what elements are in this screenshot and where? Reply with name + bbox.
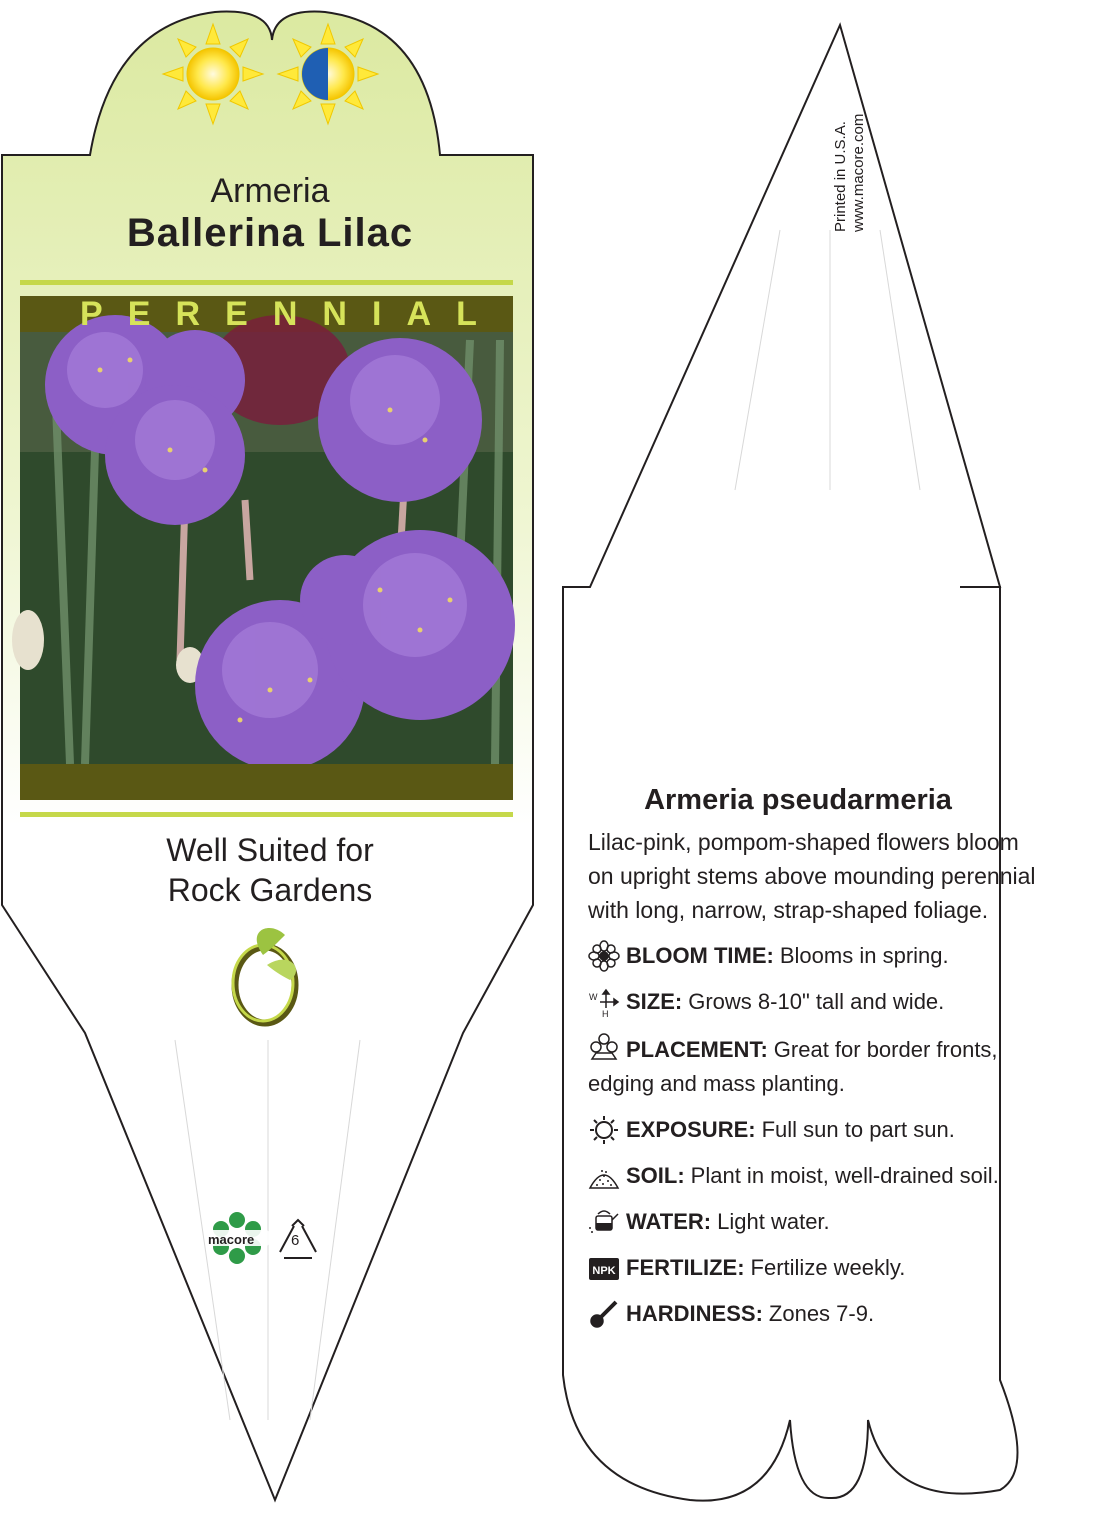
brand-name: macore [208, 1232, 255, 1247]
plant-cultivar: Ballerina Lilac [126, 211, 414, 255]
attr-placement [588, 1031, 1048, 1101]
category-letter: I [372, 294, 382, 333]
feature-line: Well Suited for [166, 832, 374, 868]
attr-size [588, 985, 1048, 1019]
plant-genus: Armeria [210, 172, 330, 210]
svg-text:NPK: NPK [592, 1265, 616, 1277]
plant-category [20, 296, 515, 332]
full-sun-icon [163, 24, 263, 124]
attr-soil [588, 1159, 1048, 1193]
attr-label: WATER: [626, 1209, 712, 1234]
attr-value: Grows 8-10" tall and wide. [688, 989, 945, 1014]
attr-label: SIZE: [626, 989, 683, 1014]
attr-label: FERTILIZE: [626, 1255, 745, 1280]
attr-value: Great for border fronts, edging and mass planting. [588, 1037, 998, 1096]
category-letter: E [225, 294, 248, 333]
attr-value: Zones 7-9. [768, 1301, 875, 1326]
printed-in: Printed in U.S.A. [832, 121, 849, 232]
attr-label: BLOOM TIME: [626, 943, 774, 968]
recycle-code: 6 [291, 1232, 300, 1249]
attr-value: Plant in moist, well-drained soil. [690, 1163, 999, 1188]
attr-bloom-time [588, 939, 1048, 973]
feature-line: Rock Gardens [167, 872, 373, 908]
thermometer-icon [588, 1298, 620, 1330]
feature-text [20, 830, 520, 910]
plant-description: Lilac-pink, pompom-shaped flowers bloom on upright stems above mounding perennial with long, narrow, strap-shaped foliage. [588, 829, 1036, 923]
watering-can-icon [588, 1206, 620, 1238]
attr-label: HARDINESS: [626, 1301, 763, 1326]
part-sun-icon [278, 24, 378, 124]
care-info [588, 784, 1048, 1331]
attr-exposure [588, 1113, 1048, 1147]
npk-icon [588, 1252, 620, 1284]
attr-hardiness [588, 1297, 1048, 1331]
category-letter: A [406, 294, 432, 333]
attr-label: PLACEMENT: [626, 1037, 768, 1062]
attr-value: Full sun to part sun. [761, 1117, 955, 1142]
category-letter: R [175, 294, 201, 333]
website: www.macore.com [850, 113, 867, 232]
category-letter: N [322, 294, 347, 333]
svg-text:H: H [602, 1009, 609, 1018]
category-letter: N [272, 294, 298, 333]
attr-label: SOIL: [626, 1163, 685, 1188]
category-letter: P [80, 294, 103, 333]
category-letter: L [456, 294, 477, 333]
sun-icon [588, 1114, 620, 1146]
soil-icon [588, 1160, 620, 1192]
attr-value: Light water. [717, 1209, 830, 1234]
botanical-name: Armeria pseudarmeria [644, 784, 952, 816]
attr-value: Blooms in spring. [779, 943, 949, 968]
flower-icon [588, 940, 620, 972]
attr-value: Fertilize weekly. [750, 1255, 906, 1280]
attr-water [588, 1205, 1048, 1239]
size-icon [588, 986, 620, 1018]
printer-info [832, 32, 872, 232]
attr-label: EXPOSURE: [626, 1117, 756, 1142]
svg-text:W: W [589, 992, 598, 1002]
flower-photo [12, 315, 515, 770]
category-letter: E [127, 294, 151, 333]
attr-fertilize [588, 1251, 1048, 1285]
placement-icon [588, 1031, 620, 1063]
